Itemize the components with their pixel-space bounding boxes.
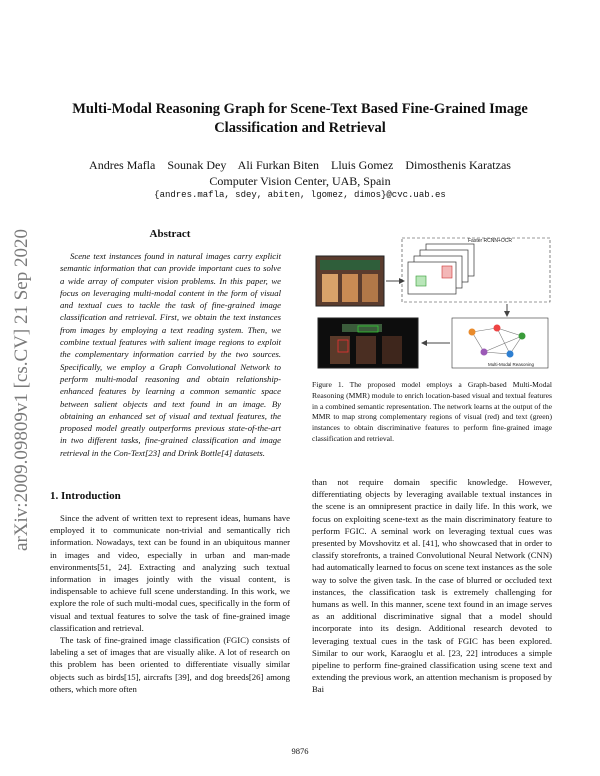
ocr-label: Faster RCNN+OCR <box>468 238 513 244</box>
abstract-heading: Abstract <box>149 228 191 240</box>
figure-diagram <box>312 232 552 372</box>
graph-box <box>452 318 548 368</box>
introduction-body <box>50 512 290 695</box>
author-block <box>60 157 540 189</box>
figure-caption: Figure 1. The proposed model employs a Graph-based Multi-Modal Reasoning (MMR) module to enrich location-based visual and textual features in a combined semantic representation. The network learns at the output of the MMR to map strong complementary regions of visual (red) and text (green) instances to obtain discriminative features to perform fine-grained image classification and retrieval. <box>312 380 552 443</box>
authors: Andres Mafla Sounak Dey Ali Furkan Biten Lluis Gomez Dimosthenis Karatzas <box>89 158 511 172</box>
intro-paragraph-2: The task of fine-grained image classification (FGIC) consists of labeling a set of images that are visually alike. A lot of research on this problem has been oriented to differentiate visually similar objects such as birds[15], aircrafts [39], and dog breeds[26] among others, which more often <box>50 635 290 694</box>
emails: {andres.mafla, sdey, abiten, lgomez, dimos}@cvc.uab.es <box>154 190 446 200</box>
affiliation: Computer Vision Center, UAB, Spain <box>209 174 391 188</box>
arxiv-id: arXiv:2009.09809v1 [cs.CV] 21 Sep 2020 <box>11 229 32 551</box>
abstract-text: Scene text instances found in natural images carry explicit semantic information that can provide important cues to solve a wide array of computer vision problems. In this paper, we focus on leveraging multi-modal content in the form of visual and textual cues to tackle the task of fine-grained image classification and retrieval. First, we obtain the text instances from images by employing a text reading system. Then, we combine textual features with salient image regions to exploit the complementary information carried by the two sources. Specifically, we employ a Graph Convolutional Network to perform multi-modal reasoning and obtain relationship-enhanced features by learning a common semantic space between salient objects and text found in an image. By obtaining an enhanced set of visual and textual features, the proposed model greatly outperforms previous state-of-the-art in two different tasks, fine-grained classification and image retrieval in the Con-Text[23] and Drink Bottle[4] datasets. <box>60 251 281 458</box>
paper-title: Multi-Modal Reasoning Graph for Scene-Text Based Fine-Grained Image Classification and Retrieval <box>72 101 528 136</box>
feature-stack <box>408 244 474 294</box>
figure-1 <box>312 232 552 372</box>
right-column-text: than not require domain specific knowledge. However, differentiating objects by leveraging available textual instances in the scene is an omnipresent practice in daily life. In this work, we focus on exploiting scene-text as the main discriminatory feature to perform FGIC. A seminal work on leveraging textual cues was presented by Movshovitz et al. [41], who showcased that in order to classify storefronts, a trained Convolutional Neural Network (CNN) had automatically learned to focus on scene text instances as the sole way to solve the given task. In the case of blurred or occluded text instances, the classification task is extremely challenging for humans as well. In this manner, scene text found in an image serves as an additional discriminative signal that a model should incorporate into its design. Additional research devoted to leveraging textual cues in the task of FGIC has been explored. Similar to our work, Karaoglu et al. [23, 22] introduces a simple pipeline to perform fine-grained classification using scene text and extending the previous work, an attention mechanism is proposed by Bai <box>312 477 552 695</box>
section-heading: 1. Introduction <box>50 490 121 502</box>
page-number: 9876 <box>291 746 309 756</box>
arxiv-stamp <box>2 200 42 580</box>
module-label: Multi-Modal Reasoning <box>488 362 535 367</box>
intro-paragraph-1: Since the advent of written text to represent ideas, humans have employed it to communicate non-trivial and semantically rich information. Nowadays, text can be found in an ubiquitous manner in images and video, especially in urban and man-made environments[51, 24]. Extracting and analyzing such textual information in images jointly with the visual content, is indispensable to achieve full scene understanding. In this work, we explore the role of such multi-modal cues, specifically in the form of visual and textual features to solve the task of fine-grained image classification and retrieval. <box>50 513 290 633</box>
